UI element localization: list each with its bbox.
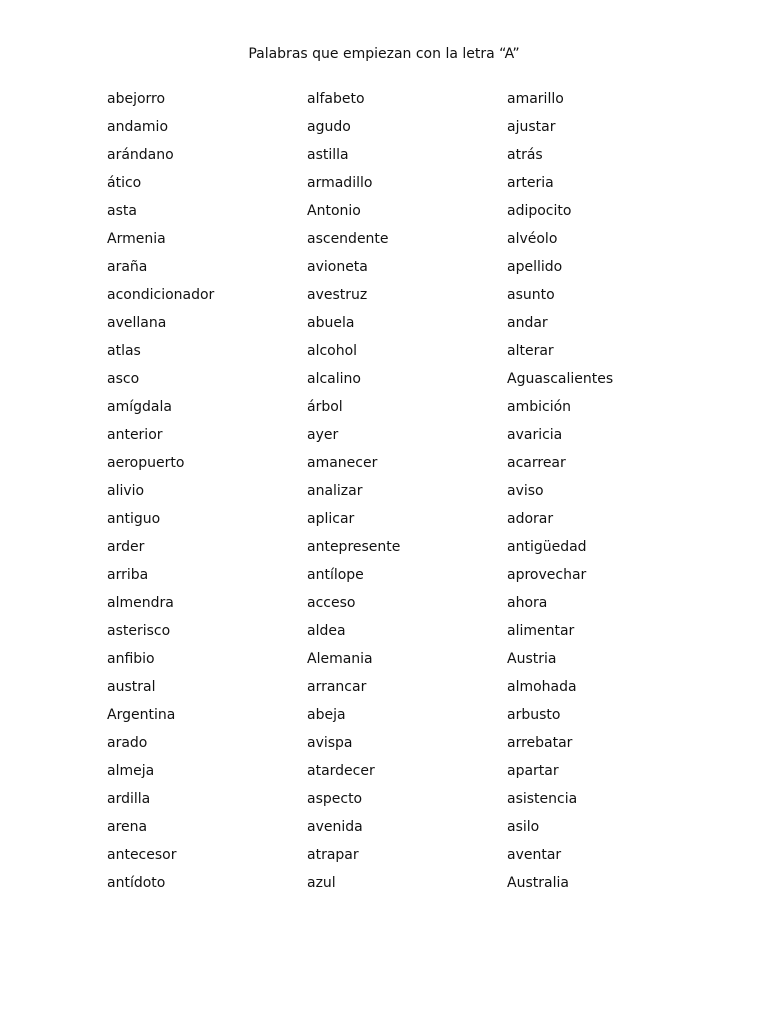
word-item: Australia: [507, 875, 569, 891]
word-columns: [107, 89, 707, 901]
word-item: árbol: [307, 399, 343, 415]
word-item: arena: [107, 819, 148, 835]
word-item: aldea: [307, 623, 346, 639]
word-item: antepresente: [307, 539, 401, 555]
word-item: amanecer: [307, 455, 378, 471]
word-item: anfibio: [107, 651, 155, 667]
word-item: adorar: [507, 511, 554, 527]
word-item: avestruz: [307, 287, 368, 303]
word-item: andar: [507, 315, 548, 331]
word-item: amarillo: [507, 91, 564, 107]
word-item: aviso: [507, 483, 544, 499]
word-item: asistencia: [507, 791, 578, 807]
word-item: arder: [107, 539, 145, 555]
word-item: antigüedad: [507, 539, 587, 555]
word-item: anterior: [107, 427, 163, 443]
word-item: alvéolo: [507, 231, 558, 247]
word-item: andamio: [107, 119, 169, 135]
word-item: antecesor: [107, 847, 177, 863]
word-item: almohada: [507, 679, 577, 695]
page-title: Palabras que empiezan con la letra “A”: [248, 46, 520, 62]
word-item: ambición: [507, 399, 572, 415]
word-item: arbusto: [507, 707, 561, 723]
word-item: acarrear: [507, 455, 566, 471]
word-item: Antonio: [307, 203, 361, 219]
word-item: acceso: [307, 595, 356, 611]
word-item: antílope: [307, 567, 364, 583]
word-item: austral: [107, 679, 156, 695]
word-item: arrebatar: [507, 735, 573, 751]
word-item: asterisco: [107, 623, 171, 639]
word-item: azul: [307, 875, 336, 891]
word-item: atrapar: [307, 847, 359, 863]
word-item: adipocito: [507, 203, 572, 219]
word-item: avenida: [307, 819, 363, 835]
word-item: aplicar: [307, 511, 355, 527]
word-item: ardilla: [107, 791, 151, 807]
word-item: atardecer: [307, 763, 375, 779]
word-item: arrancar: [307, 679, 367, 695]
word-item: alimentar: [507, 623, 575, 639]
word-item: arándano: [107, 147, 174, 163]
word-item: alcalino: [307, 371, 361, 387]
word-item: astilla: [307, 147, 349, 163]
word-item: alterar: [507, 343, 554, 359]
word-item: antídoto: [107, 875, 166, 891]
word-item: avaricia: [507, 427, 563, 443]
word-column-1: [107, 89, 307, 901]
word-item: Austria: [507, 651, 557, 667]
word-item: atlas: [107, 343, 141, 359]
word-item: abuela: [307, 315, 355, 331]
word-item: agudo: [307, 119, 351, 135]
word-column-2: [307, 89, 507, 901]
word-item: aprovechar: [507, 567, 587, 583]
word-item: avispa: [307, 735, 353, 751]
word-item: Alemania: [307, 651, 373, 667]
word-item: amígdala: [107, 399, 172, 415]
word-item: abeja: [307, 707, 346, 723]
word-item: apellido: [507, 259, 563, 275]
word-column-3: [507, 89, 707, 901]
word-item: almeja: [107, 763, 155, 779]
word-item: ajustar: [507, 119, 556, 135]
word-item: asta: [107, 203, 137, 219]
word-item: atrás: [507, 147, 543, 163]
word-item: ascendente: [307, 231, 389, 247]
word-item: asco: [107, 371, 140, 387]
word-item: apartar: [507, 763, 559, 779]
word-item: avioneta: [307, 259, 368, 275]
word-item: abejorro: [107, 91, 166, 107]
word-item: antiguo: [107, 511, 161, 527]
word-item: alivio: [107, 483, 145, 499]
word-item: arteria: [507, 175, 554, 191]
word-item: analizar: [307, 483, 363, 499]
word-item: acondicionador: [107, 287, 215, 303]
word-item: avellana: [107, 315, 167, 331]
word-item: alfabeto: [307, 91, 365, 107]
word-item: asilo: [507, 819, 540, 835]
word-item: Aguascalientes: [507, 371, 614, 387]
word-item: armadillo: [307, 175, 373, 191]
word-item: Argentina: [107, 707, 176, 723]
word-item: alcohol: [307, 343, 358, 359]
word-item: Armenia: [107, 231, 166, 247]
word-item: ayer: [307, 427, 339, 443]
word-item: aspecto: [307, 791, 363, 807]
word-item: araña: [107, 259, 148, 275]
word-item: arriba: [107, 567, 149, 583]
word-item: aeropuerto: [107, 455, 185, 471]
word-item: ahora: [507, 595, 548, 611]
word-item: ático: [107, 175, 142, 191]
word-item: aventar: [507, 847, 562, 863]
word-item: arado: [107, 735, 148, 751]
word-item: almendra: [107, 595, 174, 611]
word-item: asunto: [507, 287, 555, 303]
